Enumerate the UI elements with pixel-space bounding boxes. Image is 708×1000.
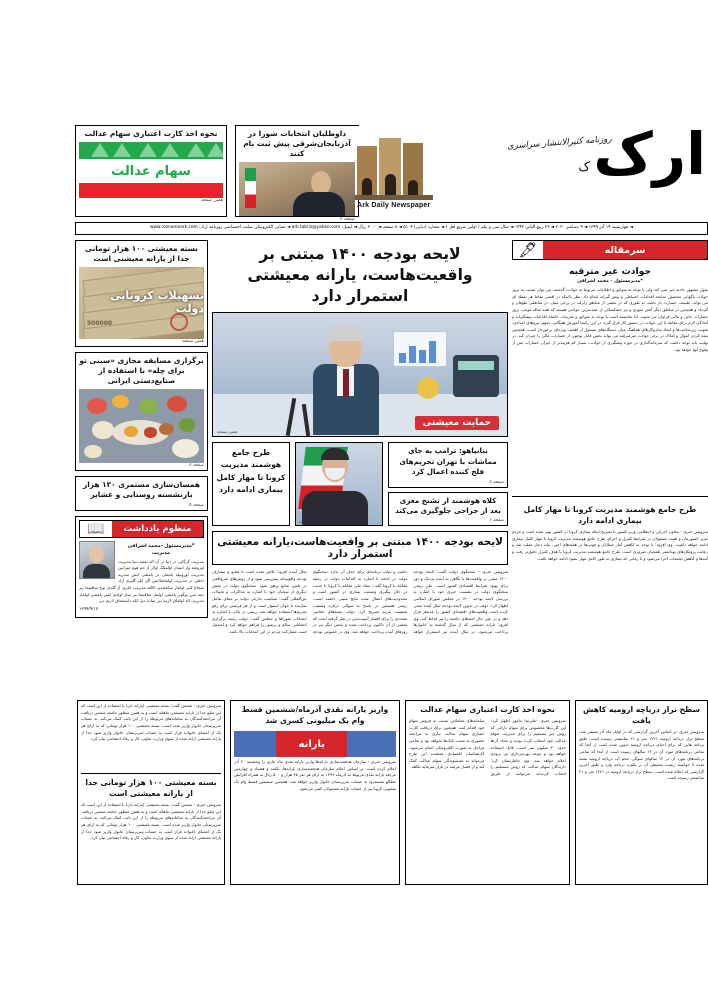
masthead-logo: ارک (593, 120, 706, 188)
teaser-title: طرح جامع هوشمند مدیریت کرونا تا مهار کامل بیماری ادامه دارد (216, 448, 286, 494)
bottom-title: بسته معیشتی ۱۰۰ هزار تومانی جدا از یارانه معیشتی است (81, 773, 221, 802)
info-bar-text: ◄ چهارشنبه ۱۹ آذر ۱۳۹۹ ◄ ۹ دسامبر ۲۰۲۰ ◄ ۲۳ ربیع الثانی ۱۴۴۲ ◄ سال سی و یکم ( اولین سریع اقل ) ◄ شماره (دیاپی) ۵۱۰۴ ◄ ۸ صفحه ◄ ۲۰۰۰ ریال ◄ ایمیل: ark.tabriz@yahoo.com ◄ نشانی الکترونیکی سایت اختصاصی روزنامه ارک: www.roznameark.com (149, 225, 634, 231)
bottom-body: سرویس خبری -بر اساس آخرین گزارشی که در اوایل ماه آذر منتشر شد، سطح تراز دریاچه ارومیه ۱۲۷۱ متر و ۲۱ سانتیمتر رسیده است. طبق برنامه هایی که برای احیای دریاچه ارومیه تدوین شده است از آنجا که تمامی برنامه‌های مورد آن در ۱۴ سالهای رسیده است از آنجا که تمامی برنامه‌های مورد آن در ۱۴ سالهای متوالی حجم آب دریاچه ارومیه بسته شده تا خواسته زیست محیطی آن بر یکفره دریاچه وارد و طبق آخرین گزارشی که اعلام شده است، سطح تراز دریاچه ارومیه در ۱۲۷۱ متر و ۲۱ سانتیمتر رسیده است. (579, 729, 704, 781)
manzoom-body: مدیریت گرگانی در دنیا بر آن اله بقعیه دنیا مدیریت اوزوغته وار انسان اؤلمکک اولار آز جم هوم میزانین مدیریت اوزونیله یامغلی در یاغشی ایش مدیریه داغلی در مدیریت اولماشاایش اگر ایلر گلیری آزاد شجاع کبیر اولماز ساناشدیر کالله مدیریت ایلری آز گلدی یوخ ساقینما بیر دئیه سن بوگون یاغشی اولماز ساقینما بیر ساز اولدی ایش یاغشی اولماز مدیریت اله اولماق لازیم دیر ساده دیل ایله دانیشماق لازیم دیر (79, 558, 204, 604)
card-page-ref: صفحه ۸ (189, 462, 204, 468)
sidebar-card-livelihood-package[interactable] (75, 240, 208, 347)
teaser-netanyahu[interactable] (388, 442, 508, 487)
article-stripe-headline: لایحه بودجه ۱۴۰۰ مبتنی بر واقعیت‌هاست،یارانه معیشتی استمرار دارد (212, 531, 508, 565)
iran-flag-icon (245, 168, 256, 208)
center-teaser-row (212, 442, 508, 526)
editorial-header (512, 240, 708, 260)
manzoom-date: ۱۳۹۹/۹/۱۷ (79, 606, 99, 612)
main-headline: لایحه بودجه ۱۴۰۰ مبتنی بر واقعیت‌هاست، یارانه معیشتی استمرار دارد (247, 245, 473, 305)
author-portrait (79, 541, 115, 579)
teaser-shora-title: داوطلبان انتخابات شورا در آذربایجان‌شرقی پیش ثبت نام کنند (243, 129, 351, 159)
main-photo (212, 312, 508, 437)
speaker-figure (313, 327, 379, 435)
bottom-body: سرویس خبری - شمس گفت: بسته معیشتی (یارانه نان) با استفاده از این است که این مبلغ جدا از یارانه معیشتی ماهانه است و به همین منظور جامعه شمس دریافت آن مراجعه‌کنندگان به سامانه‌های مربوطه را از این بابت کمک می‌کند. به حساب سرپرستان خانوار واریز شده است. بسته معیشتی ۱۰۰ هزار تومانی که به ازای هر یک از اعضای خانواده قرار است به حساب سرپرستان خانوار واریز شود جدا از یارانه معیشتی ارائه شده از سوی وزارت تعاون، کار و رفاه اجتماعی بیان کرد. (81, 802, 221, 841)
yalda-food-photo (79, 389, 204, 463)
teaser-smart-helmet[interactable] (388, 492, 508, 527)
secondary-photo (295, 442, 383, 526)
card-page-ref: صفحه ۵ (189, 502, 204, 508)
teaser-saham-page: همین صفحه (200, 198, 223, 204)
right-sidebar (512, 240, 708, 607)
open-book-icon: 📖 (87, 520, 105, 537)
section-body: سرویس خبری - معاون اجرایی و انتظامی وزیر کشور با تشریح اینکه بیماری کرونا در کشور بهتر شده است و مردم عزیز کشورمان و همت مسئولان در شرایط کنترل و اجرای طرح جامع هوشمند مدیریت کرونا تا مهار کامل بیماری ادامه خواهد داشت. وی افزود: با توجه به کاهش آمار مبتلایان و فوتی‌ها در هفته‌های اخیر، نباید دچار غفلت شد و رعایت پروتکل‌های بهداشتی همچنان ضروری است. طرح جامع هوشمند مدیریت کرونا با هدف کنترل دقیق‌تر رفت و آمدها و کاهش تجمعات اجرا می‌شود و تا زمانی که بیماری به طور کامل مهار نشود ادامه خواهد یافت. (512, 529, 708, 561)
english-newspaper-name: Ark Daily Newspaper (357, 202, 431, 209)
teaser-corona-plan[interactable] (212, 442, 290, 526)
center-column (212, 240, 508, 729)
teaser-title: کلاه هوشمند از تشنج مغزی بعد از جراحی جلوگیری می‌کند (395, 495, 501, 516)
sidebar-card-virtual-contest[interactable] (75, 352, 208, 471)
shora-photo (239, 162, 355, 216)
manzoom-note-section (75, 516, 208, 618)
bottom-body: سرویس خبری - سازمان هدفمندسازی یارانه‌ها واریز یارانه نقدی ماه جاری را پنجشنبه ۲۰ آذر اعلام کرده است. بر اساس اعلام سازمان هدفمندسازی یارانه‌ها، یکصد و هشتاد و چهارمین مرحله یارانه نقدی مربوط به آذرماه ۱۳۹۹ به ازای هر نفر ۴۵ هزار و ۵۰۰ ریال به همراه افزایش مطالع مستمری به حساب سرپرستان خانوار واریز خواهد شد. همچنین ششمین قسط وام یک میلیونی کرونا نیز از حساب یارانه مشمولان کسر می‌شود. (234, 759, 396, 791)
teaser-shora-election[interactable] (235, 125, 359, 223)
photo-credit: همین صفحه (299, 519, 319, 525)
masthead-logo-k: ک (578, 160, 590, 175)
saham-graphic-text: سهام عدالت (111, 163, 191, 179)
banknote-number: 500000 (87, 319, 113, 327)
card-title: همسان‌سازی مستمری ۱۲۰ هزار بازنشسته روستایی و عشایر (83, 479, 200, 500)
card-page-ref: همین صفحه (181, 338, 204, 344)
manzoom-header-label: منظوم یادداشت (112, 521, 203, 537)
teaser-page: صفحه ۳ (489, 479, 504, 485)
bottom-title: نحوه اخذ کارت اعتباری سهام عدالت (420, 705, 555, 714)
bottom-col-saham-card[interactable] (405, 700, 570, 885)
bottom-body-lead: سرویس خبری - شمس گفت: بسته معیشتی (یارانه نان) با استفاده از این است که این مبلغ جدا از یارانه معیشتی ماهانه است و به همین منظور جامعه شمس دریافت آن مراجعه‌کنندگان به سامانه‌های مربوطه را از این بابت کمک می‌کند. به حساب سرپرستان خانوار واریز شده است. بسته معیشتی ۱۰۰ هزار تومانی که به ازای هر یک از اعضای خانواده قرار است به حساب سرپرستان خانوار واریز شود جدا از یارانه معیشتی ارائه شده از سوی وزارت تعاون، کار و رفاه اجتماعی بیان کرد. (81, 703, 221, 742)
photo-credit: همین صفحه (217, 429, 238, 435)
bottom-title: سطح تراز دریاچه ارومیه کاهش یافت (583, 705, 700, 725)
section-corona-plan[interactable] (512, 501, 708, 607)
yaraneh-logo (234, 731, 396, 757)
card-title: بسته معیشتی ۱۰۰ هزار تومانی جدا از یارانه معیشتی است (85, 244, 198, 264)
masthead-info-bar (75, 222, 708, 235)
editorial-body: بقول مشهور حادثه خبر نمی کند ولی با توجه به سوابق و اطلاعات مربوط به حوادث گذشته، می توان نسبت به بروز حوادث ناگهانی محصول سانحه اقدامات احتیاطی و پیش گیرانه انجام داد. نظر بااینکه در اقصی نقاط هر نقطه ای می تواند، طبیعت خسارت بار باشد، به طوری که در بعضی از مناطق زلزله، در برخی سیل، در مناطقی طوفان و گردباد و همچنین در مناطق دیگر آتش سوزی و نیز خشکسالی از عمده‌ترین حوادثی هستند که همه ساله موجب بروز خسارات جانی و مالی فراوان می شوند. لذا شایسته است با توجه به سوابق و تجربیات حاصله اقدامات پیشگیرانه و آمادگی لازم برای مقابله با این حوادث در دستور کار قرار گیرد. در این راستا آموزش همگانی، تجهیز نیروهای امدادی، تقویت زیرساخت‌ها و ایجاد سازوکارهای هماهنگ میان دستگاه‌های مسئول از اهمیت ویژه‌ای برخوردار است. همچنین بیمه کردن اموال و املاک در برابر حوادث غیرمترقبه می تواند بخش قابل توجهی از خسارات مالی را جبران کند. در نهایت باید توجه داشت که سرمایه‌گذاری در حوزه پیشگیری از حوادث، بسیار کم هزینه‌تر از جبران خسارات پس از وقوع آنها خواهد بود. (512, 287, 708, 352)
bottom-body: سرویس خبری -علیرضا مامور اظهار کرد: این کارت‌ها مخصوص برای سهام دارانی که روش غیر مستقیم را برای مدیریت سهام عدالت خود انتخاب کرده بودند و تعداد آن‌ها حدود ۳۰ میلیون نفر است، قابل استفاده خواهد بود و موعد بهره‌برداری نیز بزودی اعلام خواهد شد. وی خاطرنشان کرد: دارندگان سهام عدالت که روش مستقیم را انتخاب کرده‌اند می‌توانند از طریق سامانه‌های معاملاتی نسبت به فروش سهام خود اقدام کنند. همچنین برای دریافت کارت اعتباری سهام عدالت نیازی به مراجعه حضوری به شعب بانک‌ها نخواهد بود و تمامی مراحل به صورت الکترونیکی انجام می‌شود. کارشناسان اقتصادی معتقدند این طرح می‌تواند به نقدشوندگی سهام عدالت کمک کند و از فشار عرضه در بازار سرمایه بکاهد. (409, 718, 566, 776)
bottom-col-livelihood-package[interactable] (77, 700, 225, 885)
calculator-graphic (453, 355, 499, 397)
editorial-author: *مدیرمسئول - محمد اشرافی (577, 279, 643, 284)
card-title: برگزاری مسابقه مجازی «سینی تو برای چله» با استفاده از صنایع‌دستی ایرانی (79, 355, 204, 386)
teaser-saham-title: نحوه اخذ کارت اعتباری سهام عدالت (84, 129, 218, 138)
teaser-title: نتانیاهو: ترامپ به جای مماشات با تهران تحریم‌های فلج کننده اعمال کرد (399, 446, 497, 477)
bottom-col-lake-urmia[interactable] (575, 700, 708, 885)
manzoom-subject: مدیریت (151, 549, 171, 556)
manzoom-author: *مدیرمسئول -محمد اشرافی (127, 543, 195, 549)
bar-chart-graphic (393, 331, 447, 367)
photo-badge: حمایت معیشتی (415, 416, 499, 430)
left-sidebar (75, 240, 208, 623)
photo-overlay-text: تسهیلات کرونایی دولت (110, 288, 204, 315)
bottom-col-subsidy-payment[interactable] (230, 700, 400, 885)
center-article-body: سرویس خبری - سخنگوی دولت گفت: لایحه بودجه ۱۴۰۰ مبتنی بر واقعیت‌ها با نگاهی به آینده نزدیک و دور برای بهبود شرایط اقتصادی کشور است. علی ربیعی سخنگوی دولت در نشست خبری خود با اشاره به بررسی لایحه بودجه ۱۴۰۰ در مجلس شورای اسلامی اظهار کرد: دولت در تدوین لایحه بودجه سال آینده سعی کرده است واقعیت‌های اقتصادی کشور را مدنظر قرار دهد و در عین حال امیدهای جامعه را نیز لحاظ کند. وی افزود: یارانه معیشتی که از سال گذشته به خانوارها پرداخت می‌شود، در سال آینده نیز استمرار خواهد داشت و دولت برنامه‌ای برای حذف آن ندارد. سخنگوی دولت در ادامه با اشاره به اقدامات دولت در زمینه مقابله با کرونا گفت: ستاد ملی مقابله با کرونا با جدیت در حال پیگیری وضعیت بیماری در کشور است و محدودیت‌های اعمال شده نتایج مثبتی داشته است. ربیعی همچنین در پاسخ به سوالی درباره وضعیت معیشت مردم تصریح کرد: دولت بسته‌های حمایتی متعددی را برای اقشار آسیب‌پذیر در نظر گرفته است که بخشی از آن تاکنون پرداخت شده و بخش دیگر نیز در روزهای آینده پرداخت خواهد شد. وی در خصوص بودجه سال آینده افزود: تلاش شده است تا منابع و مصارف بودجه واقع‌بینانه پیش‌بینی شود و از روش‌های غیرواقعی در تامین منابع پرهیز شود. سخنگوی دولت در بخش دیگری از سخنان خود با اشاره به مذاکرات و تحولات بین‌المللی گفت: سیاست خارجی دولت بر مبنای تعامل سازنده با جهان استوار است و از هر فرصتی برای رفع تحریم‌ها استفاده خواهد شد. ربیعی در پایان با اشاره به انتخابات شوراها و مجلس گفت: دولت زمینه برگزاری انتخاباتی سالم و پرشور را فراهم خواهد کرد و امیدوار است مشارکت مردم در این انتخابات بالا باشد. (212, 569, 508, 635)
bottom-title: واریز یارانه نقدی آذرماه/ششمین قسط وام یک میلیونی کسری شد (241, 705, 389, 725)
teaser-page: صفحه ۶ (489, 518, 504, 524)
teaser-saham-adalat[interactable] (75, 125, 227, 217)
section-title: طرح جامع هوشمند مدیریت کرونا تا مهار کامل بیماری ادامه دارد (523, 505, 697, 525)
feather-pen-icon: 🖋 (518, 241, 538, 259)
money-photo (79, 267, 204, 339)
sidebar-card-pension-equalization[interactable] (75, 476, 208, 511)
masthead (345, 120, 708, 220)
ark-monument-icon (355, 126, 433, 200)
editorial-title: حوادث غیر مترقبه (568, 266, 652, 277)
bottom-section (75, 700, 708, 885)
editorial-header-label: سرمقاله (543, 241, 707, 259)
masthead-tagline: روزنامه کثیرالانتشار سراسری (507, 134, 613, 152)
manzoom-header (79, 520, 204, 538)
saham-adalat-graphic (79, 142, 223, 198)
yaraneh-logo-text: یارانه (298, 738, 326, 750)
teaser-shora-page: صفحه ۲ (340, 217, 355, 223)
